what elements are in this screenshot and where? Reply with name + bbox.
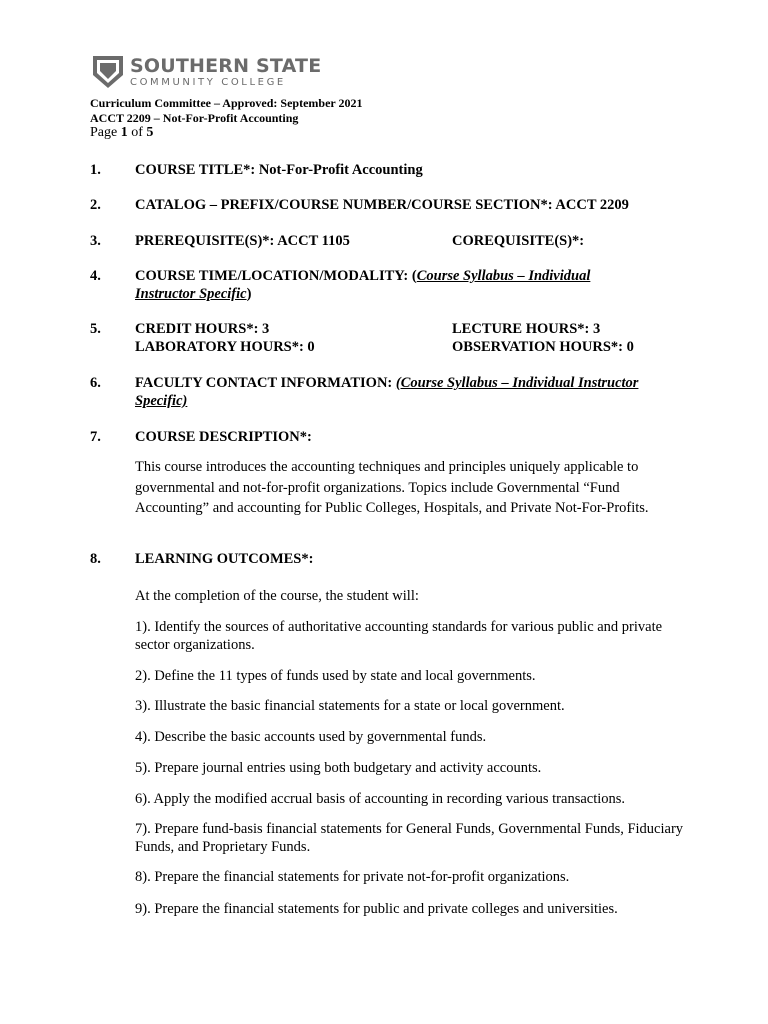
course-time-label: COURSE TIME/LOCATION/MODALITY: (Course Syllabus – Individual	[135, 268, 591, 284]
faculty-contact-label: FACULTY CONTACT INFORMATION: (Course Syllabus – Individual Instructor	[135, 375, 639, 391]
section-4-number: 4.	[90, 268, 101, 284]
section-2-number: 2.	[90, 197, 101, 213]
approval-line: Curriculum Committee – Approved: September 2021	[90, 96, 363, 110]
course-description-label: COURSE DESCRIPTION*:	[135, 429, 312, 445]
outcome-item: 1). Identify the sources of authoritative accounting standards for various public and private sector organizations.	[135, 619, 663, 653]
credit-hours: CREDIT HOURS*: 3	[135, 321, 270, 337]
section-6-number: 6.	[90, 375, 101, 391]
page-number: 1	[120, 125, 128, 140]
outcome-item: 4). Describe the basic accounts used by governmental funds.	[135, 729, 487, 745]
outcome-item: 9). Prepare the financial statements for public and private colleges and universities.	[135, 901, 618, 917]
outcome-item: 5). Prepare journal entries using both budgetary and activity accounts.	[135, 760, 542, 776]
section-3-number: 3.	[90, 233, 101, 249]
catalog-line: CATALOG – PREFIX/COURSE NUMBER/COURSE SECTION*: ACCT 2209	[135, 197, 629, 213]
outcome-item: 6). Apply the modified accrual basis of accounting in recording various transactions.	[135, 791, 626, 807]
outcome-item: 3). Illustrate the basic financial statements for a state or local government.	[135, 698, 565, 714]
section-8-number: 8.	[90, 551, 101, 567]
laboratory-hours: LABORATORY HOURS*: 0	[135, 339, 315, 355]
prerequisite: PREREQUISITE(S)*: ACCT 1105	[135, 233, 350, 249]
shield-icon	[92, 55, 124, 89]
section-1-number: 1.	[90, 162, 101, 178]
lecture-hours: LECTURE HOURS*: 3	[452, 321, 601, 337]
outcome-item: 2). Define the 11 types of funds used by state and local governments.	[135, 668, 536, 684]
section-7-number: 7.	[90, 429, 101, 445]
observation-hours: OBSERVATION HOURS*: 0	[452, 339, 634, 355]
college-logo	[92, 54, 321, 90]
outcome-item: 8). Prepare the financial statements for private not-for-profit organizations.	[135, 869, 570, 885]
course-title: COURSE TITLE*: Not-For-Profit Accounting	[135, 162, 423, 178]
learning-outcomes-label: LEARNING OUTCOMES*:	[135, 551, 314, 567]
outcome-item: 7). Prepare fund-basis financial statements for General Funds, Governmental Funds, Fiduciary Funds, and Proprietary Funds.	[135, 821, 684, 855]
faculty-contact-label-cont: Specific)	[135, 393, 188, 409]
corequisite: COREQUISITE(S)*:	[452, 233, 585, 249]
course-code-line: ACCT 2209 – Not-For-Profit Accounting	[90, 111, 299, 125]
course-description: This course introduces the accounting techniques and principles uniquely applicable to governmental and not-for-profit organizations. Topics include Governmental “Fund Accounting” and accounting for Public Colleges, Hospitals, and Private Not-For-Profits.	[135, 459, 649, 516]
logo-subtitle: COMMUNITY COLLEGE	[130, 76, 286, 88]
page-indicator: Page 1 of 5	[90, 125, 154, 140]
logo-name: SOUTHERN STATE	[130, 54, 322, 77]
page-total: 5	[146, 125, 154, 140]
learning-outcomes-intro: At the completion of the course, the student will:	[135, 588, 419, 604]
section-5-number: 5.	[90, 321, 101, 337]
course-time-label-cont: Instructor Specific)	[135, 286, 252, 302]
